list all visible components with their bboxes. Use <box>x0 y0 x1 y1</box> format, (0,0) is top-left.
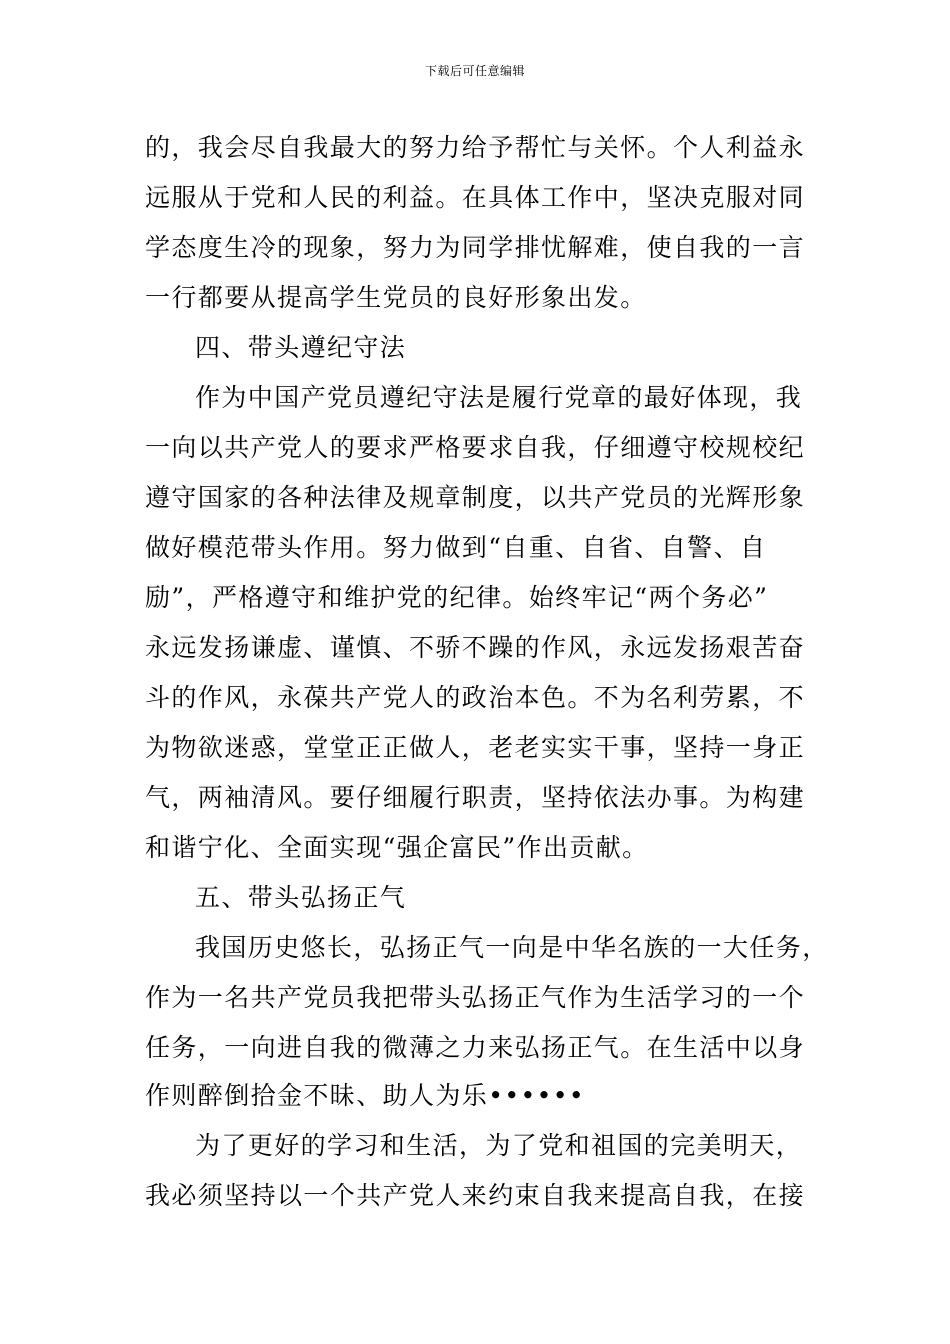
body-line: 任务，一向进自我的微薄之力来弘扬正气。在生活中以身 <box>145 1033 806 1062</box>
body-line: 我国历史悠长，弘扬正气一向是中华名族的一大任务， <box>195 933 829 962</box>
body-line: 学态度生冷的现象，努力为同学排忧解难，使自我的一言 <box>145 233 806 262</box>
body-line: 的，我会尽自我最大的努力给予帮忙与关怀。个人利益永 <box>145 133 806 162</box>
body-line: 气，两袖清风。要仔细履行职责，坚持依法办事。为构建 <box>145 783 806 812</box>
body-line: 为了更好的学习和生活，为了党和祖国的完美明天， <box>195 1131 803 1160</box>
body-line: 远服从于党和人民的利益。在具体工作中，坚决克服对同 <box>145 183 806 212</box>
body-line: 斗的作风，永葆共产党人的政治本色。不为名利劳累，不 <box>145 683 806 712</box>
body-line: 作为中国产党员遵纪守法是履行党章的最好体现，我 <box>195 383 803 412</box>
body-line: 作则醉倒拾金不昧、助人为乐•••••• <box>145 1081 586 1110</box>
body-line: 遵守国家的各种法律及规章制度，以共产党员的光辉形象 <box>145 483 806 512</box>
body-line: 一向以共产党人的要求严格要求自我，仔细遵守校规校纪 <box>145 433 806 462</box>
body-line: 我必须坚持以一个共产党人来约束自我来提高自我，在接 <box>145 1181 806 1210</box>
body-line: 做好模范带头作用。努力做到“自重、自省、自警、自 <box>145 533 767 562</box>
page-header: 下载后可任意编辑 <box>424 64 525 78</box>
body-line: 和谐宁化、全面实现“强企富民”作出贡献。 <box>145 833 649 862</box>
section-heading: 五、带头弘扬正气 <box>195 883 407 912</box>
body-line: 励”，严格遵守和维护党的纪律。始终牢记“两个务必” <box>145 583 769 612</box>
body-line: 作为一名共产党员我把带头弘扬正气作为生活学习的一个 <box>145 983 806 1012</box>
section-heading: 四、带头遵纪守法 <box>195 333 407 362</box>
body-line: 一行都要从提高学生党员的良好形象出发。 <box>145 283 647 312</box>
body-line: 永远发扬谦虚、谨慎、不骄不躁的作风，永远发扬艰苦奋 <box>145 633 806 662</box>
body-line: 为物欲迷惑，堂堂正正做人，老老实实干事，坚持一身正 <box>145 733 806 762</box>
